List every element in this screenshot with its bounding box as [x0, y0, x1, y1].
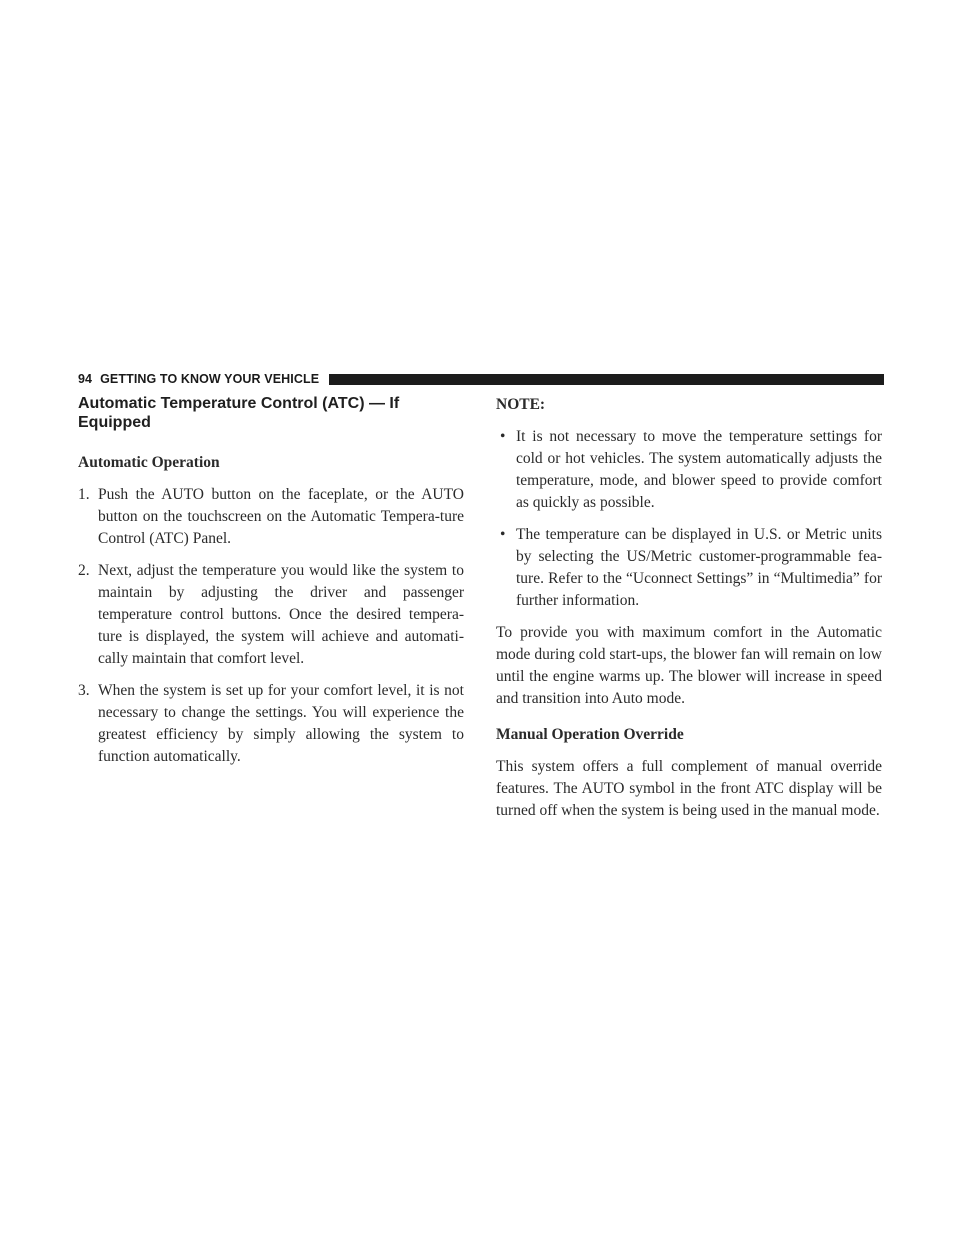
list-item: [78, 560, 464, 670]
note-text: It is not necessary to move the temperature settings for cold or hot vehicles. The system automatically adjusts the temperature, mode, and blower speed to provide comfort as quickly as possible.: [516, 428, 882, 511]
notes-list: [496, 426, 882, 612]
right-column: [496, 394, 882, 832]
step-number: 1.: [78, 486, 90, 503]
step-number: 3.: [78, 682, 90, 699]
left-column: [78, 394, 464, 778]
subheading-manual-override: Manual Operation Override: [496, 726, 684, 743]
subheading-automatic-operation: Automatic Operation: [78, 454, 220, 471]
page-number: 94: [78, 372, 93, 386]
header-rule: [329, 374, 884, 385]
step-text: When the system is set up for your comfort level, it is not necessary to change the settings. You will experience the greatest efficiency by simply allowing the system to function automatically.: [98, 682, 464, 765]
bullet-icon: •: [500, 428, 506, 445]
steps-list: [78, 484, 464, 768]
list-item: [496, 524, 882, 612]
list-item: [78, 484, 464, 550]
step-text: Push the AUTO button on the faceplate, or the AUTO button on the touchscreen on the Automatic Tempera-ture Control (ATC) Panel.: [98, 486, 464, 547]
section-title: GETTING TO KNOW YOUR VEHICLE: [100, 372, 320, 386]
page-header: [78, 371, 884, 387]
paragraph-manual-override: This system offers a full complement of manual override features. The AUTO symbol in the front ATC display will be turned off when the system is being used in the manual mode.: [496, 758, 882, 819]
step-number: 2.: [78, 562, 90, 579]
list-item: [496, 426, 882, 514]
step-text: Next, adjust the temperature you would like the system to maintain by adjusting the driver and passenger temperature control buttons. Once the desired tempera-ture is displayed, the system will achieve and automati-cally maintain that comfort level.: [98, 562, 464, 667]
note-label: NOTE:: [496, 396, 546, 413]
section-heading: Automatic Temperature Control (ATC) — If Equipped: [78, 395, 400, 431]
paragraph-cold-start: To provide you with maximum comfort in the Automatic mode during cold start-ups, the blower fan will remain on low until the engine warms up. The blower will increase in speed and transition into Auto mode.: [496, 624, 882, 707]
bullet-icon: •: [500, 526, 506, 543]
list-item: [78, 680, 464, 768]
note-text: The temperature can be displayed in U.S. or Metric units by selecting the US/Metric customer-programmable fea-ture. Refer to the “Uconnect Settings” in “Multimedia” for further information.: [516, 526, 882, 609]
